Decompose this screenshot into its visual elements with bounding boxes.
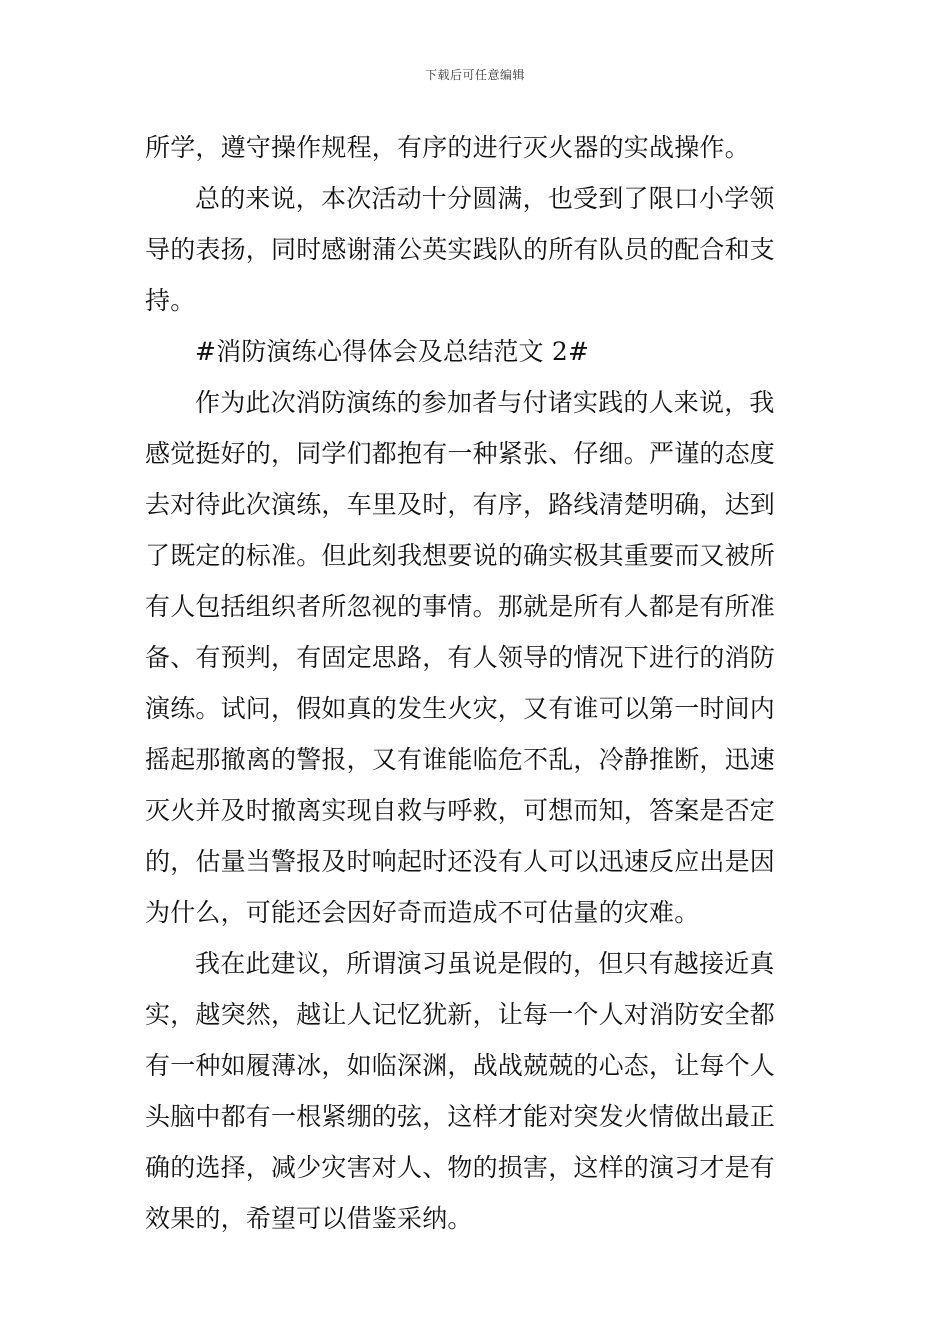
text-line: 实，越突然，越让人记忆犹新，让每一个人对消防安全都 — [145, 1000, 776, 1029]
text-line: 持。 — [145, 286, 196, 315]
text-line: 去对待此次演练，车里及时，有序，路线清楚明确，达到 — [145, 490, 776, 519]
text-line: 确的选择，减少灾害对人、物的损害，这样的演习才是有 — [145, 1153, 776, 1182]
text-line: 灭火并及时撤离实现自救与呼救，可想而知，答案是否定 — [145, 796, 776, 825]
text-line: 的，估量当警报及时响起时还没有人可以迅速反应出是因 — [145, 847, 776, 876]
text-line: 头脑中都有一根紧绷的弦，这样才能对突发火情做出最正 — [145, 1102, 776, 1131]
paragraph-first-line: 我在此建议，所谓演习虽说是假的，但只有越接近真 — [195, 949, 775, 978]
text-line: 演练。试问，假如真的发生火灾，又有谁可以第一时间内 — [145, 694, 776, 723]
header-note: 下载后可任意编辑 — [424, 68, 525, 82]
text-line: 了既定的标准。但此刻我想要说的确实极其重要而又被所 — [145, 541, 776, 570]
text-line: 效果的，希望可以借鉴采纳。 — [145, 1204, 473, 1233]
text-line: 备、有预判，有固定思路，有人领导的情况下进行的消防 — [145, 643, 776, 672]
section-heading: #消防演练心得体会及总结范文 2# — [195, 337, 590, 366]
text-line: 感觉挺好的，同学们都抱有一种紧张、仔细。严谨的态度 — [145, 439, 776, 468]
text-line: 有人包括组织者所忽视的事情。那就是所有人都是有所准 — [145, 592, 776, 621]
text-line: 为什么，可能还会因好奇而造成不可估量的灾难。 — [145, 898, 700, 927]
text-line: 所学，遵守操作规程，有序的进行灭火器的实战操作。 — [145, 133, 750, 162]
paragraph-first-line: 总的来说，本次活动十分圆满，也受到了限口小学领 — [195, 184, 775, 213]
document-body — [145, 126, 807, 1248]
text-line: 摇起那撤离的警报，又有谁能临危不乱，冷静推断，迅速 — [145, 745, 776, 774]
text-line: 有一种如履薄冰，如临深渊，战战兢兢的心态，让每个人 — [145, 1051, 776, 1080]
text-line: 导的表扬，同时感谢蒲公英实践队的所有队员的配合和支 — [145, 235, 776, 264]
paragraph-first-line: 作为此次消防演练的参加者与付诸实践的人来说，我 — [195, 388, 775, 417]
